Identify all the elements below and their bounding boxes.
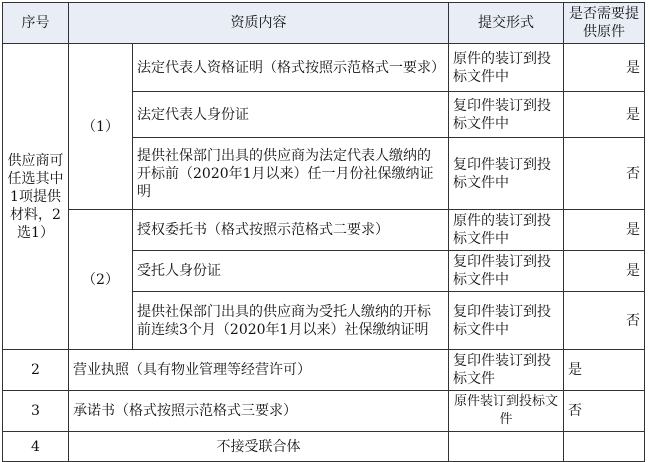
required-cell: 是 <box>564 210 645 251</box>
required-cell: 是 <box>564 92 645 138</box>
header-row <box>3 3 645 44</box>
header-required: 是否需要提供原件 <box>564 3 645 44</box>
form-cell: 复印件装订到投标文件中 <box>449 251 564 292</box>
seq-cell: 3 <box>3 391 69 432</box>
form-cell: 原件装订到投标文件 <box>449 391 564 432</box>
group1-label: （1） <box>69 44 133 210</box>
content-cell: 授权委托书（格式按照示范格式二要求） <box>133 210 449 251</box>
empty-cell <box>564 432 645 462</box>
content-cell: 营业执照（具有物业管理等经营许可） <box>69 350 449 391</box>
form-cell: 原件的装订到投标文件中 <box>449 44 564 92</box>
form-cell: 复印件装订到投标文件 <box>449 350 564 391</box>
required-cell: 是 <box>564 350 645 391</box>
content-cell: 提供社保部门出具的供应商为受托人缴纳的开标前连续3个月（2020年1月以来）社保缴纳证明 <box>133 292 449 350</box>
required-cell: 是 <box>564 251 645 292</box>
seq-cell: 2 <box>3 350 69 391</box>
table-row <box>3 432 645 462</box>
required-cell: 否 <box>564 138 645 210</box>
content-cell: 法定代表人资格证明（格式按照示范格式一要求） <box>133 44 449 92</box>
required-cell: 是 <box>564 44 645 92</box>
table-row <box>3 44 645 92</box>
table-row <box>3 350 645 391</box>
content-cell: 受托人身份证 <box>133 251 449 292</box>
empty-cell <box>449 432 564 462</box>
seq-cell: 4 <box>3 432 69 462</box>
header-seq: 序号 <box>3 3 69 44</box>
content-cell: 不接受联合体 <box>69 432 449 462</box>
table-row <box>3 391 645 432</box>
form-cell: 复印件装订到投标文件中 <box>449 92 564 138</box>
table-row <box>3 210 645 251</box>
form-cell: 复印件装订到投标文件中 <box>449 292 564 350</box>
header-content: 资质内容 <box>69 3 449 44</box>
content-cell: 法定代表人身份证 <box>133 92 449 138</box>
group2-label: （2） <box>69 210 133 350</box>
required-cell: 否 <box>564 391 645 432</box>
form-cell: 原件的装订到投标文件中 <box>449 210 564 251</box>
required-cell: 否 <box>564 292 645 350</box>
form-cell: 复印件装订到投标文件中 <box>449 138 564 210</box>
content-cell: 承诺书（格式按照示范格式三要求） <box>69 391 449 432</box>
qualification-table <box>2 2 645 462</box>
group-label: 供应商可任选其中1项提供材料，2选1） <box>3 44 69 350</box>
header-form: 提交形式 <box>449 3 564 44</box>
content-cell: 提供社保部门出具的供应商为法定代表人缴纳的开标前（2020年1月以来）任一月份社保缴纳证明 <box>133 138 449 210</box>
